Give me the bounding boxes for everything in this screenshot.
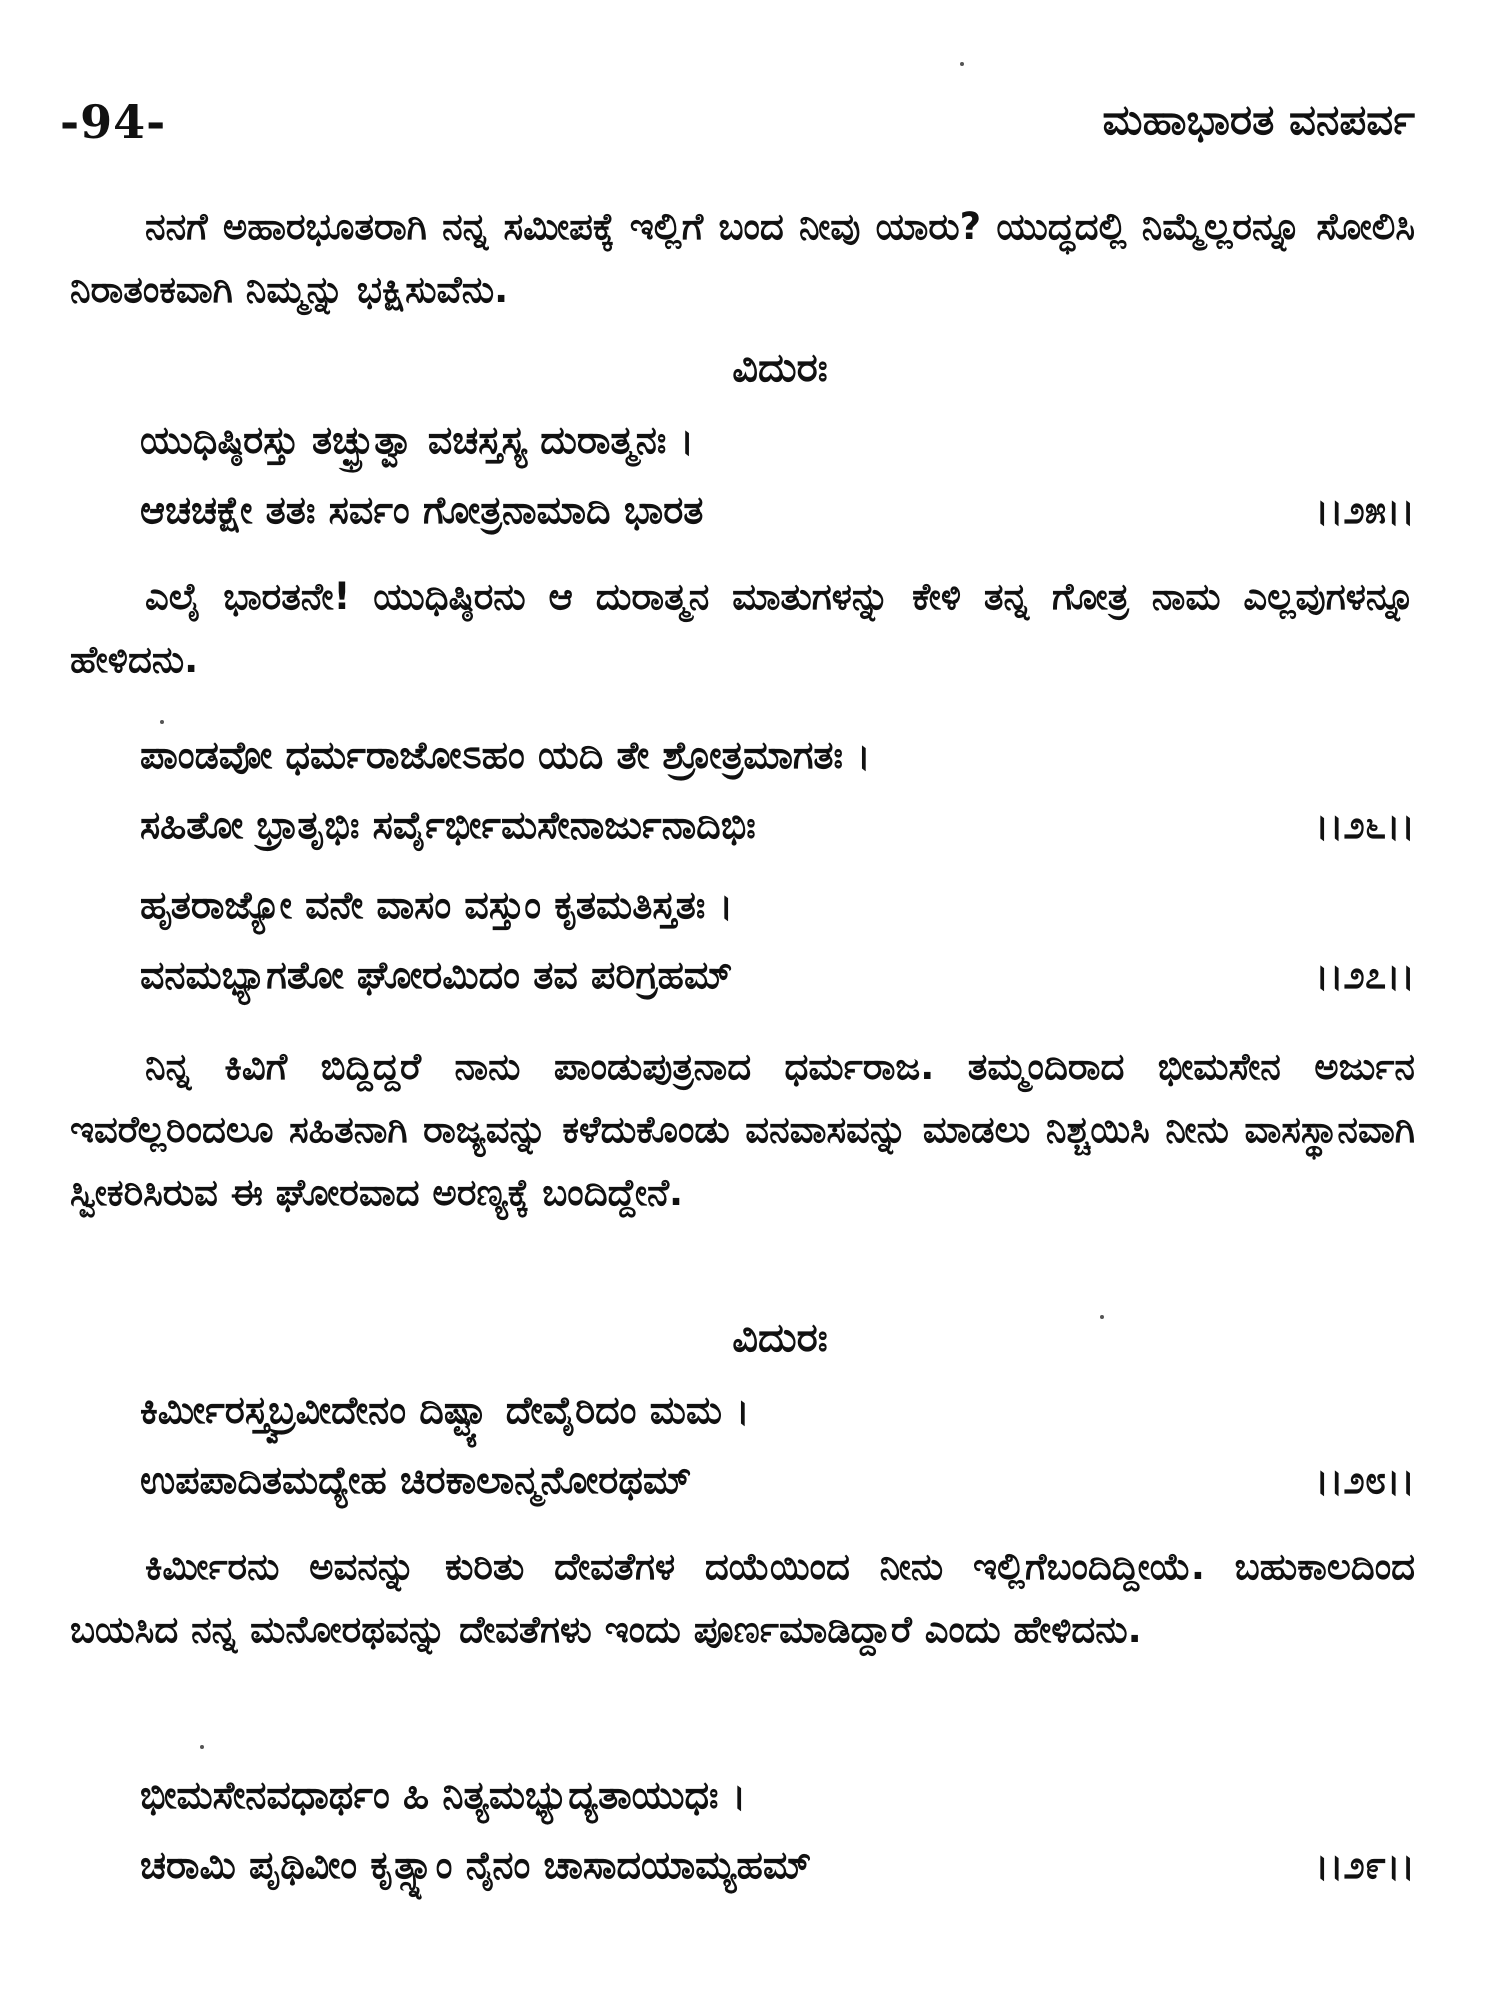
prose-paragraph-1 — [70, 195, 1415, 321]
scan-speck — [160, 720, 164, 724]
page-number: -94- — [60, 95, 167, 149]
paragraph-text: ನಿನ್ನ ಕಿವಿಗೆ ಬಿದ್ದಿದ್ದರೆ ನಾನು ಪಾಂಡುಪುತ್ರನಾದ ಧರ್ಮರಾಜ. ತಮ್ಮಂದಿರಾದ ಭೀಮಸೇನ ಅರ್ಜುನ ಇವರೆಲ್ಲರಿಂದಲೂ ಸಹಿತನಾಗಿ ರಾಜ್ಯವನ್ನು ಕಳೆದುಕೊಂಡು ವನವಾಸವನ್ನು ಮಾಡಲು ನಿಶ್ಚಯಿಸಿ ನೀನು ವಾಸಸ್ಥಾನವಾಗಿ ಸ್ವೀಕರಿಸಿರುವ ಈ ಘೋರವಾದ ಅರಣ್ಯಕ್ಕೆ ಬಂದಿದ್ದೇನೆ. — [70, 1045, 1415, 1214]
scan-speck — [1100, 1315, 1104, 1319]
verse-number: ।।೨೫।। — [1314, 488, 1415, 532]
verse-29 — [140, 1760, 1415, 1900]
prose-paragraph-2 — [70, 565, 1415, 691]
verse-line — [140, 405, 1415, 475]
verse-text: ಯುಧಿಷ್ಠಿರಸ್ತು ತಚ್ಛ್ರುತ್ವಾ ವಚಸ್ತಸ್ಯ ದುರಾತ್ಮನಃ । — [140, 418, 694, 462]
verse-number: ।।೨೭।। — [1314, 953, 1415, 997]
verse-text: ಹೃತರಾಜ್ಯೋ ವನೇ ವಾಸಂ ವಸ್ತುಂ ಕೃತಮತಿಸ್ತತಃ । — [140, 883, 734, 927]
speaker-label-1: ವಿದುರಃ — [732, 345, 828, 391]
prose-paragraph-4 — [70, 1535, 1415, 1661]
verse-line — [140, 1375, 1415, 1445]
verse-line — [140, 870, 1415, 940]
verse-line — [140, 790, 1415, 860]
verse-text: ಉಪಪಾದಿತಮದ್ಯೇಹ ಚಿರಕಾಲಾನ್ಮನೋರಥಮ್ — [140, 1458, 692, 1502]
verse-text: ಪಾಂಡವೋ ಧರ್ಮರಾಜೋಽಹಂ ಯದಿ ತೇ ಶ್ರೋತ್ರಮಾಗತಃ । — [140, 733, 871, 777]
verse-line — [140, 1830, 1415, 1900]
verse-28 — [140, 1375, 1415, 1515]
paragraph-text: ಕಿರ್ಮೀರನು ಅವನನ್ನು ಕುರಿತು ದೇವತೆಗಳ ದಯೆಯಿಂದ ನೀನು ಇಲ್ಲಿಗೆಬಂದಿದ್ದೀಯೆ. ಬಹುಕಾಲದಿಂದ ಬಯಸಿದ ನನ್ನ ಮನೋರಥವನ್ನು ದೇವತೆಗಳು ಇಂದು ಪೂರ್ಣಮಾಡಿದ್ದಾರೆ ಎಂದು ಹೇಳಿದನು. — [70, 1545, 1415, 1651]
verse-number: ।।೨೬।। — [1314, 803, 1415, 847]
verse-text: ವನಮಭ್ಯಾಗತೋ ಘೋರಮಿದಂ ತವ ಪರಿಗ್ರಹಮ್ — [140, 953, 733, 997]
verse-27 — [140, 870, 1415, 1010]
scan-speck — [960, 62, 964, 66]
verse-line — [140, 940, 1415, 1010]
paragraph-text: ನನಗೆ ಅಹಾರಭೂತರಾಗಿ ನನ್ನ ಸಮೀಪಕ್ಕೆ ಇಲ್ಲಿಗೆ ಬಂದ ನೀವು ಯಾರು? ಯುದ್ಧದಲ್ಲಿ ನಿಮ್ಮೆಲ್ಲರನ್ನೂ ಸೋಲಿಸಿ ನಿರಾತಂಕವಾಗಿ ನಿಮ್ಮನ್ನು ಭಕ್ಷಿಸುವೆನು. — [70, 205, 1415, 311]
verse-text: ಕಿರ್ಮೀರಸ್ತ್ವಬ್ರವೀದೇನಂ ದಿಷ್ಟ್ಯಾ ದೇವೈರಿದಂ ಮಮ । — [140, 1388, 750, 1432]
paragraph-text: ಎಲೈ ಭಾರತನೇ! ಯುಧಿಷ್ಠಿರನು ಆ ದುರಾತ್ಮನ ಮಾತುಗಳನ್ನು ಕೇಳಿ ತನ್ನ ಗೋತ್ರ ನಾಮ ಎಲ್ಲವುಗಳನ್ನೂ ಹೇಳಿದನು. — [70, 575, 1415, 681]
verse-text: ಆಚಚಕ್ಷೇ ತತಃ ಸರ್ವಂ ಗೋತ್ರನಾಮಾದಿ ಭಾರತ — [140, 488, 704, 532]
verse-text: ಸಹಿತೋ ಭ್ರಾತೃಭಿಃ ಸರ್ವೈರ್ಭೀಮಸೇನಾರ್ಜುನಾದಿಭಿಃ — [140, 803, 756, 847]
verse-number: ।।೨೮।। — [1314, 1458, 1415, 1502]
verse-25 — [140, 405, 1415, 545]
scan-speck — [200, 1745, 204, 1749]
verse-line — [140, 475, 1415, 545]
verse-text: ಭೀಮಸೇನವಧಾರ್ಥಂ ಹಿ ನಿತ್ಯಮಭ್ಯುದ್ಯತಾಯುಧಃ । — [140, 1773, 747, 1817]
verse-26 — [140, 720, 1415, 860]
verse-line — [140, 720, 1415, 790]
prose-paragraph-3 — [70, 1035, 1415, 1224]
verse-line — [140, 1760, 1415, 1830]
verse-line — [140, 1445, 1415, 1515]
page-header — [60, 95, 1415, 155]
running-title: ಮಹಾಭಾರತ ವನಪರ್ವ — [1102, 95, 1415, 144]
speaker-label-2: ವಿದುರಃ — [732, 1315, 828, 1361]
verse-text: ಚರಾಮಿ ಪೃಥಿವೀಂ ಕೃತ್ಸ್ನಾಂ ನೈನಂ ಚಾಸಾದಯಾಮ್ಯಹಮ್ — [140, 1843, 812, 1887]
verse-number: ।।೨೯।। — [1314, 1843, 1415, 1887]
